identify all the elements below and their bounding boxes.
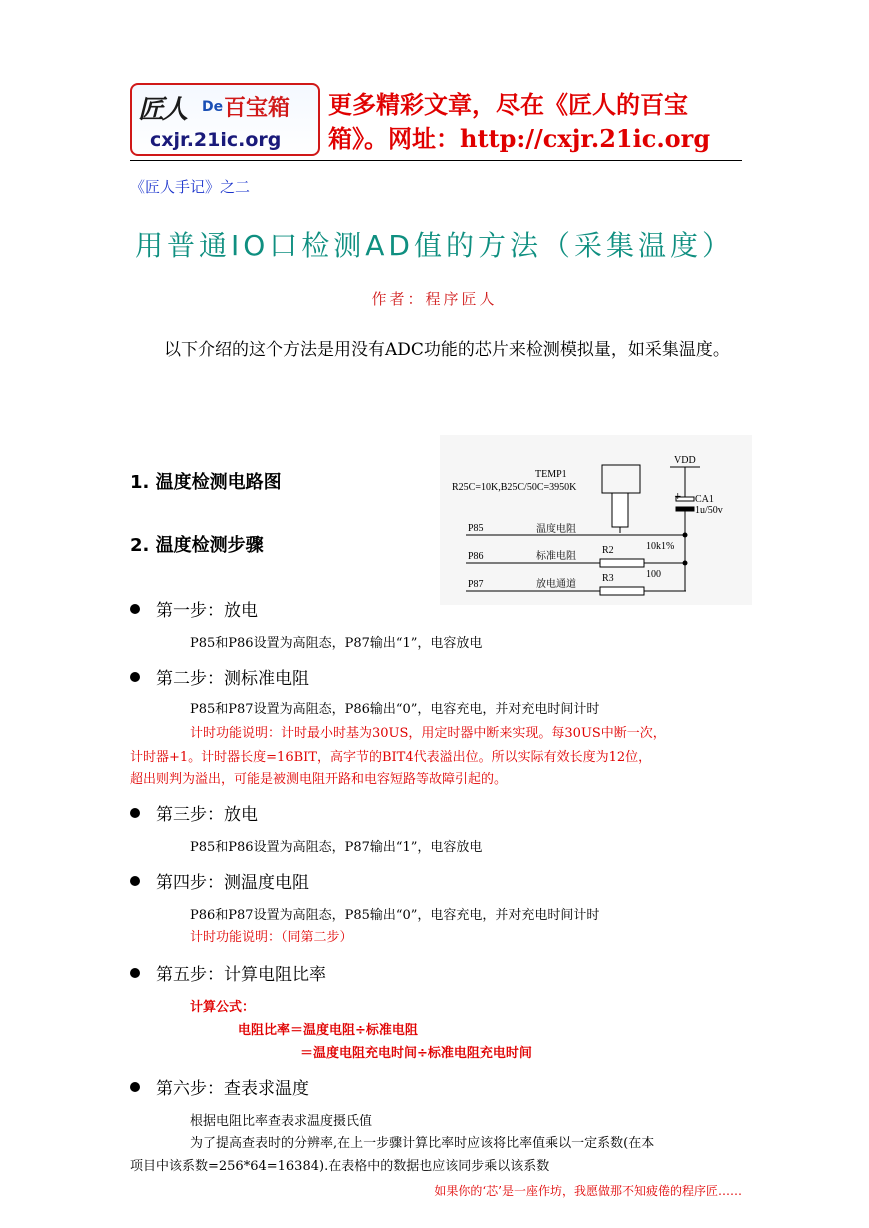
bullet-icon [130,808,140,818]
bullet-icon [130,876,140,886]
step-4-title: 第四步：测温度电阻 [130,868,309,893]
series-label: 《匠人手记》之二 [130,178,251,196]
step-2-text: P85和P87设置为高阻态，P86输出“0”，电容充电，并对充电时间计时 [190,702,600,717]
label-cap-name: CA1 [695,494,714,505]
step-2-note-line3: 超出则判为溢出，可能是被测电阻开路和电容短路等故障引起的。 [130,772,508,787]
label-discharge: 放电通道 [536,579,576,590]
step-4-text: P86和P87设置为高阻态，P85输出“0”，电容充电，并对充电时间计时 [190,908,600,923]
resistor-r3 [600,587,644,595]
step-6-title: 第六步：查表求温度 [130,1074,309,1099]
junction-p85 [683,533,688,538]
label-vdd: VDD [674,455,696,466]
step-3-title: 第三步：放电 [130,800,258,825]
label-temp-spec: R25C=10K,B25C/50C=3950K [452,482,577,493]
step-6-text-line3: 项目中该系数=256*64=16384).在表格中的数据也应该同步乘以该系数 [130,1159,550,1174]
page-title: 用普通IO口检测AD值的方法（采集温度） [134,229,734,262]
section-heading-steps: 2. 温度检测步骤 [130,535,264,556]
logo-title: 百宝箱 [224,96,291,121]
step-6-text-line1: 根据电阻比率查表求温度摄氏值 [190,1114,373,1129]
bullet-icon [130,672,140,682]
logo-glyph: 匠人 [138,95,187,125]
step-1-title: 第一步：放电 [130,596,258,621]
label-cap-spec: 1u/50v [695,505,723,516]
label-r3-value: 100 [646,569,661,580]
label-temp-resistor: 温度电阻 [536,524,576,535]
label-temp-name: TEMP1 [535,469,567,480]
site-logo[interactable] [130,83,320,156]
logo-url: cxjr.21ic.org [150,129,282,151]
bullet-icon [130,1082,140,1092]
formula-line1: 电阻比率＝温度电阻÷标准电阻 [238,1023,418,1038]
header-divider [130,160,742,161]
step-2-note-line1: 计时功能说明：计时最小时基为30US，用定时器中断来实现。每30US中断一次， [190,726,666,741]
junction-p86 [683,561,688,566]
section-heading-circuit: 1. 温度检测电路图 [130,472,282,493]
resistor-r2 [600,559,644,567]
label-p85: P85 [468,523,484,534]
step-6-text-line2: 为了提高查表时的分辨率,在上一步骤计算比率时应该将比率值乘以一定系数(在本 [190,1136,655,1151]
capacitor-plus: + [674,492,682,502]
author-line: 作者：程序匠人 [371,290,498,308]
formula-label: 计算公式： [190,1000,256,1015]
label-r3: R3 [602,573,614,584]
logo-de: De [202,99,224,115]
label-std-resistor: 标准电阻 [536,551,576,562]
footer-note: 如果你的‘芯’是一座作坊，我愿做那不知疲倦的程序匠…… [434,1184,742,1198]
header-promo: 更多精彩文章，尽在《匠人的百宝箱》。网址：http://cxjr.21ic.org [328,90,711,153]
circuit-diagram [440,435,752,605]
label-p86: P86 [468,551,484,562]
label-p87: P87 [468,579,484,590]
label-r2-value: 10k1% [646,541,675,552]
step-2-title: 第二步：测标准电阻 [130,664,309,689]
step-4-note: 计时功能说明：（同第二步） [190,930,353,945]
step-3-text: P85和P86设置为高阻态，P87输出“1”，电容放电 [190,840,483,855]
intro-paragraph: 以下介绍的这个方法是用没有ADC功能的芯片来检测模拟量，如采集温度。 [164,340,730,360]
step-1-text: P85和P86设置为高阻态，P87输出“1”，电容放电 [190,636,483,651]
step-2-note-line2: 计时器+1。计时器长度=16BIT，高字节的BIT4代表溢出位。所以实际有效长度为12位， [130,750,652,765]
formula-line2: ＝温度电阻充电时间÷标准电阻充电时间 [300,1046,532,1061]
step-5-title: 第五步：计算电阻比率 [130,960,326,985]
bullet-icon [130,968,140,978]
bullet-icon [130,604,140,614]
circuit-background [440,435,752,605]
label-r2: R2 [602,545,614,556]
capacitor-plate-bottom [676,507,694,511]
thermistor-lead-box [612,493,628,527]
